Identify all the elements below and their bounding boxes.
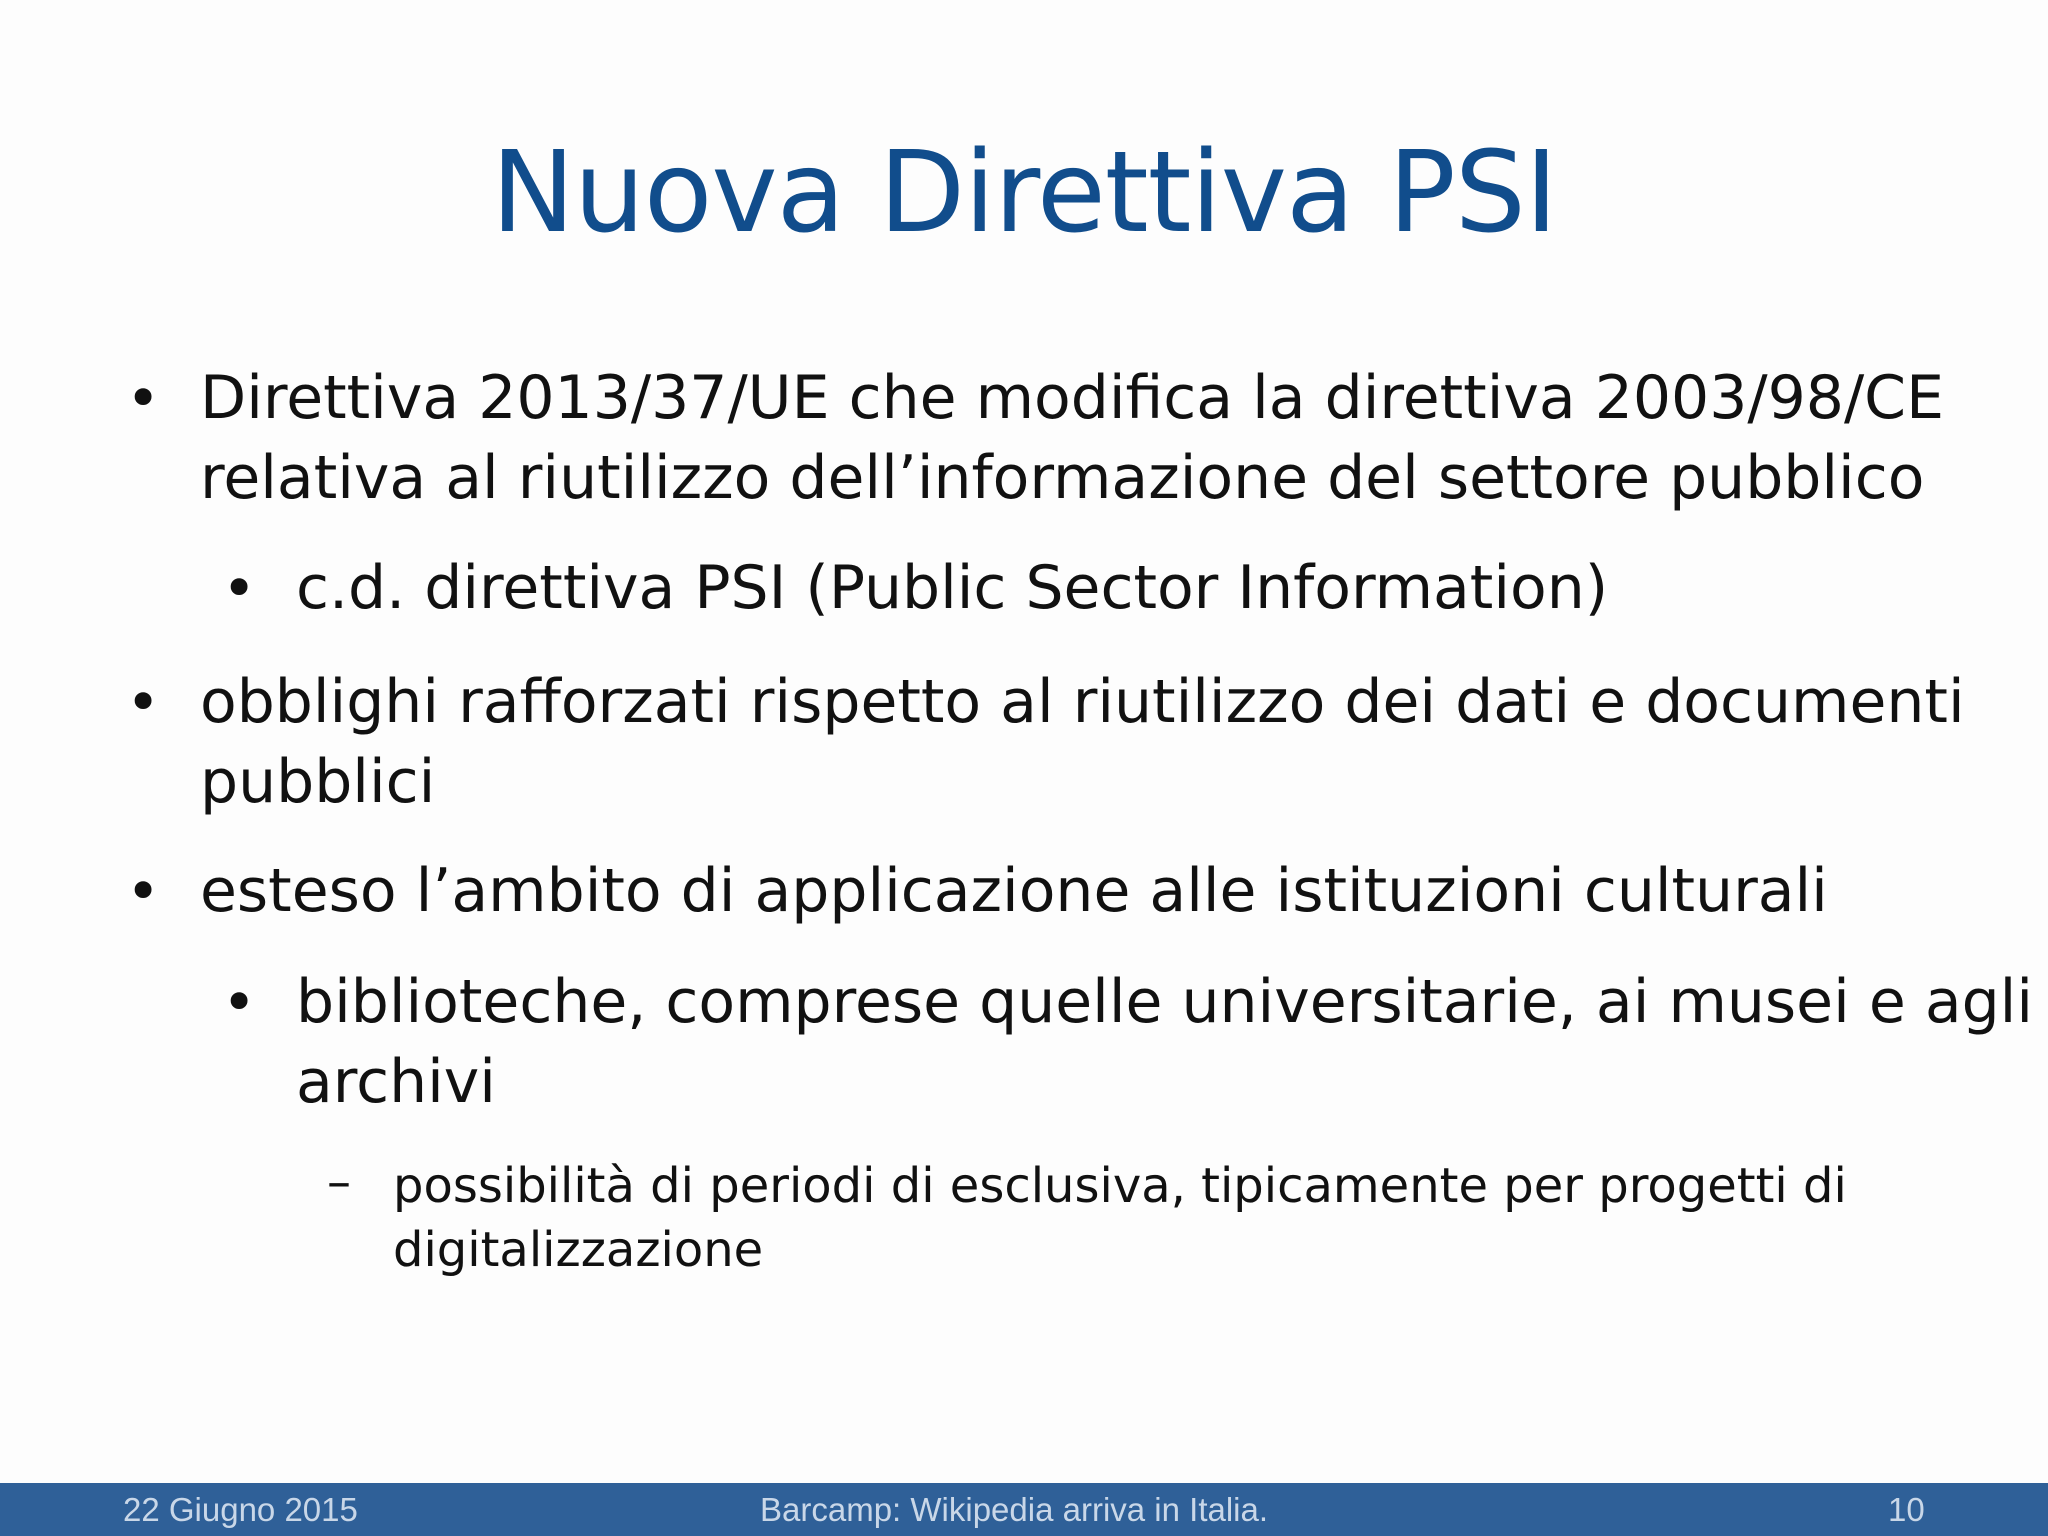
bullet-line: relativa al riutilizzo dell’informazione del settore pubblico <box>200 443 1925 513</box>
footer-event-title: Barcamp: Wikipedia arriva in Italia. <box>760 1491 1269 1528</box>
slide-title: Nuova Direttiva PSI <box>491 128 1557 258</box>
bullet-marker: • <box>126 364 161 432</box>
bullet-line: c.d. direttiva PSI (Public Sector Information) <box>296 553 1609 623</box>
bullet-marker: • <box>222 968 257 1036</box>
bullet-item-5 <box>222 962 2034 1122</box>
bullet-line: obblighi rafforzati rispetto al riutilizzo dei dati e documenti <box>200 667 1965 737</box>
bullet-line: esteso l’ambito di applicazione alle istituzioni culturali <box>200 856 1828 926</box>
bullet-line: archivi <box>296 1047 496 1117</box>
bullet-item-3 <box>126 662 1965 822</box>
bullet-line: digitalizzazione <box>393 1222 764 1278</box>
bullet-line: Direttiva 2013/37/UE che modifica la direttiva 2003/98/CE <box>200 363 1944 433</box>
dash-marker: – <box>327 1154 351 1210</box>
bullet-marker: • <box>222 554 257 622</box>
bullet-line: possibilità di periodi di esclusiva, tipicamente per progetti di <box>393 1158 1847 1214</box>
footer-page-number: 10 <box>1888 1491 1925 1528</box>
footer-date: 22 Giugno 2015 <box>123 1491 358 1528</box>
slide-footer <box>0 1483 2048 1536</box>
bullet-item-2 <box>222 548 1609 628</box>
bullet-line: biblioteche, comprese quelle universitarie, ai musei e agli <box>296 967 2034 1037</box>
bullet-item-6 <box>327 1154 1847 1282</box>
bullet-marker: • <box>126 857 161 925</box>
bullet-item-1 <box>126 358 1944 518</box>
bullet-line: pubblici <box>200 747 436 817</box>
bullet-item-4 <box>126 851 1828 931</box>
bullet-marker: • <box>126 668 161 736</box>
